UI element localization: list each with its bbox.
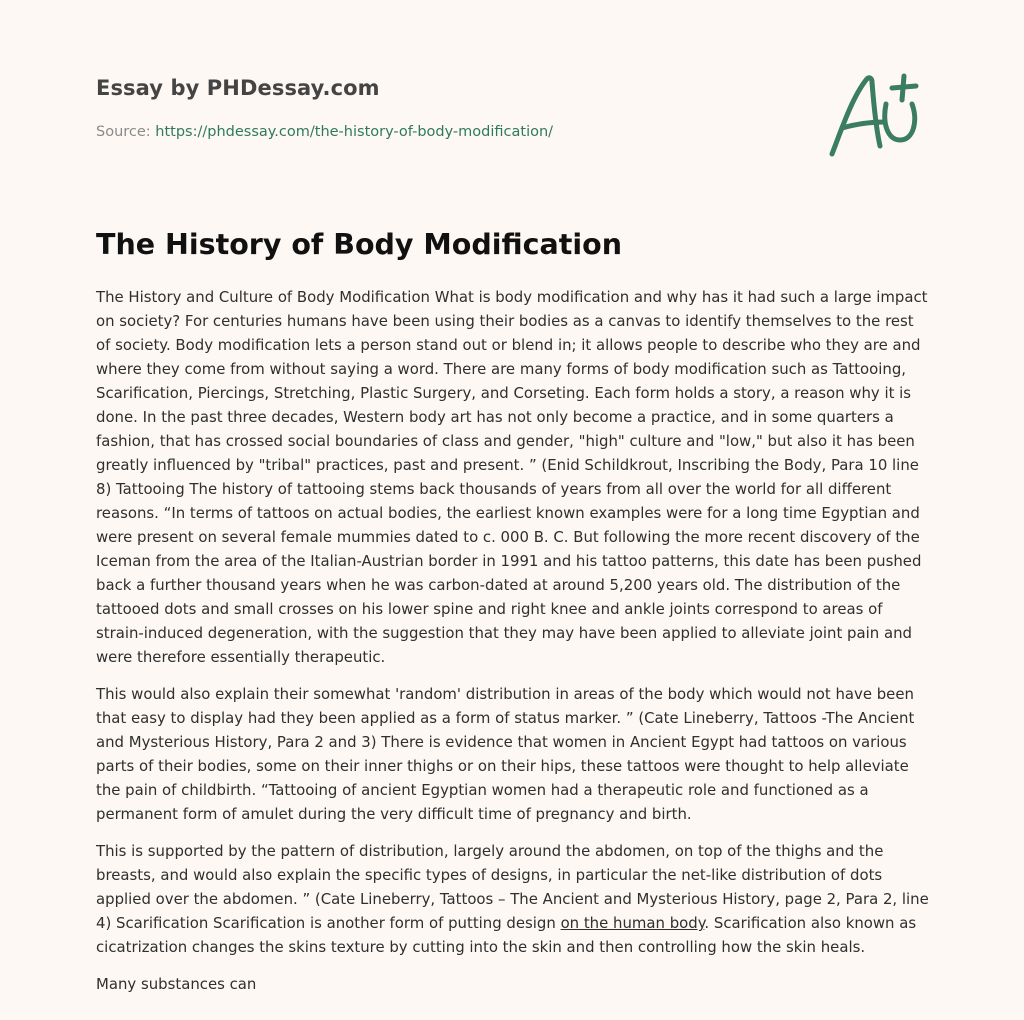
source-link[interactable]: https://phdessay.com/the-history-of-body-modification/ [155,124,554,140]
paragraph-text: . Scarification also known as cicatrization changes the skins texture by cutting into the skin and then controlling how the skin heals. [96,914,917,956]
paragraph-text: This is supported by the pattern of distribution, largely around the abdomen, on top of the thighs and the breasts, and would also explain the specific types of designs, in particular the net-like distribution of dots applied over the abdomen. ” (Cate Lineberry, Tattoos – The Ancient and Mysterious History, page 2, Para 2, line 4) Scarification Scarification is another form of putting design [96,842,929,932]
source-label: Source: [96,124,156,140]
source-line [96,124,553,140]
paragraph: Many substances can [96,975,257,993]
essay-body [96,285,932,1009]
paragraph [96,839,932,959]
essay-title: The History of Body Modification [96,228,623,261]
inline-link[interactable]: on the human body [560,914,705,932]
paragraph: This would also explain their somewhat 'random' distribution in areas of the body which would not have been that easy to display had they been applied as a form of status marker. ” (Cate Lineberry, Tattoos -The Ancient and Mysterious History, Para 2 and 3) There is evidence that women in Ancient Egypt had tattoos on various parts of their bodies, some on their inner thighs or on their hips, these tattoos were thought to help alleviate the pain of childbirth. “Tattooing of ancient Egyptian women had a therapeutic role and functioned as a permanent form of amulet during the very difficult time of pregnancy and birth. [96,685,915,823]
paragraph: The History and Culture of Body Modification What is body modification and why has it had such a large impact on society? For centuries humans have been using their bodies as a canvas to identify themselves to the rest of society. Body modification lets a person stand out or blend in; it allows people to describe who they are and where they come from without saying a word. There are many forms of body modification such as Tattooing, Scarification, Piercings, Stretching, Plastic Surgery, and Corseting. Each form holds a story, a reason why it is done. In the past three decades, Western body art has not only become a practice, and in some quarters a fashion, that has crossed social boundaries of class and gender, "high" culture and "low," but also it has been greatly influenced by "tribal" practices, past and present. ” (Enid Schildkrout, Inscribing the Body, Para 10 line 8) Tattooing The history of tattooing stems back thousands of years from all over the world for all different reasons. “In terms of tattoos on actual bodies, the earliest known examples were for a long time Egyptian and were present on several female mummies dated to c. 000 B. C. But following the more recent discovery of the Iceman from the area of the Italian-Austrian border in 1991 and his tattoo patterns, this date has been pushed back a further thousand years when he was carbon-dated at around 5,200 years old. The distribution of the tattooed dots and small crosses on his lower spine and right knee and ankle joints correspond to areas of strain-induced degeneration, with the suggestion that they may have been applied to alleviate joint pain and were therefore essentially therapeutic. [96,288,928,666]
site-brand: Essay by PHDessay.com [96,76,380,100]
a-plus-logo-icon [822,68,926,164]
essay-header [96,76,926,196]
